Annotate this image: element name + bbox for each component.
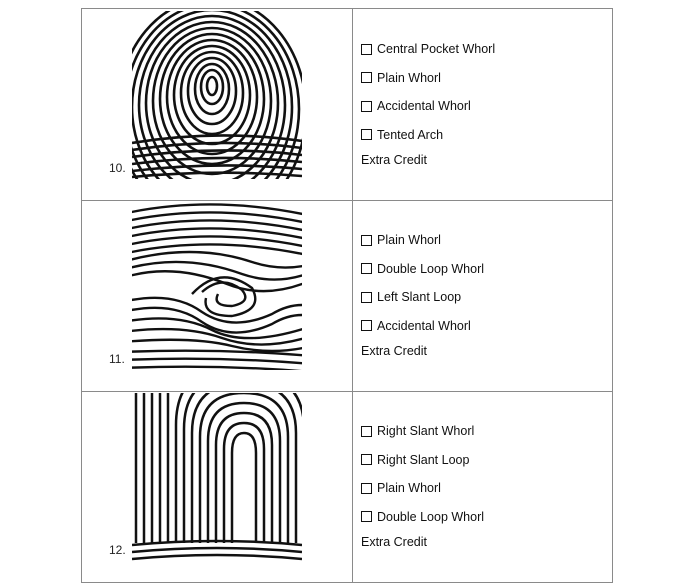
extra-credit-label: Extra Credit (361, 153, 427, 167)
option-item[interactable] (361, 64, 601, 93)
fingerprint-image-12 (132, 393, 302, 561)
option-label: Plain Whorl (377, 233, 441, 248)
question-number: 11. (109, 352, 125, 366)
question-number: 12. (109, 543, 126, 557)
checkbox[interactable] (361, 320, 372, 331)
options-cell (361, 35, 601, 167)
option-item[interactable] (361, 121, 601, 150)
option-label: Accidental Whorl (377, 99, 471, 114)
option-item[interactable] (361, 474, 601, 503)
option-label: Plain Whorl (377, 481, 441, 496)
option-label: Right Slant Whorl (377, 424, 475, 439)
extra-credit-label: Extra Credit (361, 344, 427, 358)
option-label: Double Loop Whorl (377, 261, 485, 276)
question-row-11 (82, 200, 612, 392)
checkbox[interactable] (361, 129, 372, 140)
option-item[interactable] (361, 503, 601, 532)
option-item[interactable] (361, 417, 601, 446)
worksheet-table (81, 8, 613, 583)
question-row-12 (82, 391, 612, 582)
option-item[interactable] (361, 35, 601, 64)
fingerprint-image-11 (132, 202, 302, 370)
option-item[interactable] (361, 255, 601, 284)
option-item[interactable] (361, 283, 601, 312)
fingerprint-central-pocket-whorl (132, 11, 302, 179)
fingerprint-cell (82, 200, 353, 391)
checkbox[interactable] (361, 263, 372, 274)
checkbox[interactable] (361, 44, 372, 55)
checkbox[interactable] (361, 292, 372, 303)
fingerprint-image-10 (132, 11, 302, 179)
option-label: Accidental Whorl (377, 318, 471, 333)
options-cell (361, 226, 601, 358)
option-item[interactable] (361, 92, 601, 121)
checkbox[interactable] (361, 235, 372, 246)
option-label: Central Pocket Whorl (377, 42, 496, 57)
option-item[interactable] (361, 226, 601, 255)
fingerprint-cell (82, 391, 353, 582)
fingerprint-cell (82, 9, 353, 200)
option-label: Right Slant Loop (377, 452, 470, 467)
fingerprint-double-loop (132, 202, 302, 370)
option-label: Double Loop Whorl (377, 509, 485, 524)
checkbox[interactable] (361, 483, 372, 494)
checkbox[interactable] (361, 454, 372, 465)
checkbox[interactable] (361, 72, 372, 83)
checkbox[interactable] (361, 511, 372, 522)
fingerprint-loop (132, 393, 302, 561)
question-number: 10. (109, 161, 126, 175)
question-row-10 (82, 9, 612, 201)
extra-credit-label: Extra Credit (361, 535, 427, 549)
option-label: Tented Arch (377, 127, 444, 142)
checkbox[interactable] (361, 426, 372, 437)
checkbox[interactable] (361, 101, 372, 112)
option-label: Plain Whorl (377, 70, 441, 85)
option-item[interactable] (361, 446, 601, 475)
options-cell (361, 417, 601, 549)
option-label: Left Slant Loop (377, 290, 462, 305)
option-item[interactable] (361, 312, 601, 341)
